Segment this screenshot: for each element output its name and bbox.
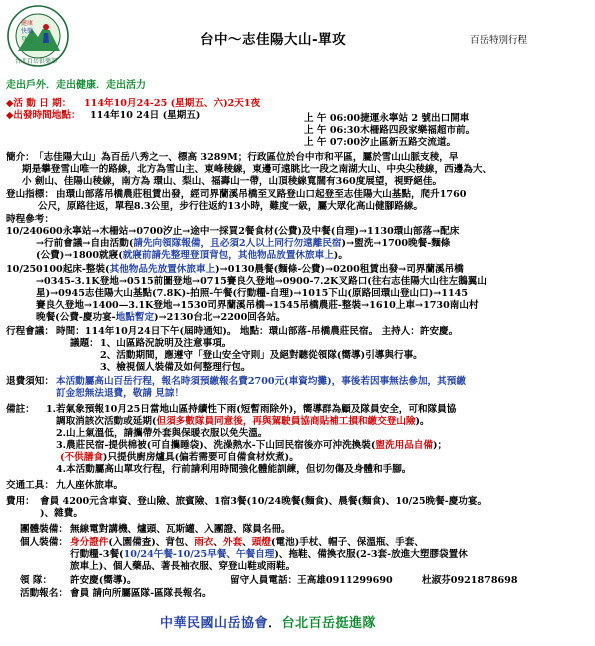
leader-value: 許安慶(嚮導)。 [70, 575, 137, 586]
leader-label: 領 隊： [20, 575, 53, 586]
day2-text-5b: 地點暫定 [115, 312, 155, 323]
footer-sep: ． [268, 616, 282, 631]
group-gear-value: 無線電對講機、爐頭、瓦斯罐、入團證、隊員名冊。 [70, 524, 291, 535]
slogan: 走出戶外．走出健康．走出活力 [6, 80, 146, 91]
note-3-text-b: 盥洗用品自備 [375, 440, 433, 451]
guide-text-1: 由環山部落吊橋農莊租賃出發，經司界蘭溪吊橋至叉路登山口起登至志佳陽大山基點，爬升1760 [56, 189, 467, 200]
meeting-topic-3-text: 3、檢視個人裝備及如何整理行包。 [100, 362, 251, 373]
gear-text-3: 旅車上)、個人藥品、著長袖衣服、穿登山鞋或雨鞋。 [70, 561, 296, 572]
refund-text-2: 訂金恕無法退費，敬請 見諒！ [56, 388, 185, 399]
transport-label: 交通工具： [6, 480, 54, 491]
day1-text-2c: )→盥洗→1700晚餐-麵條 [341, 238, 451, 249]
gear-text-h: (電池)手杖、帽子、保溫瓶、手套、 [270, 537, 424, 548]
intro-text-3: 小 劍山、佳陽山稜線，南方為 環山、梨山、福壽山一帶，山頂稜線寬闊有360度展望，視野絕佳。 [22, 176, 443, 187]
footer-org-2: 台北百岳挺進隊 [281, 616, 377, 631]
note-1-text-d: )。 [415, 416, 430, 427]
note-1-text-c: 但須多數隊員同意後，再與駕駛員協商貼補工損和繳交登山險 [156, 416, 416, 427]
group-gear-label: 團體裝備： [20, 524, 68, 535]
day2-text-1b: 其他物品先放置休旅車上 [109, 264, 216, 275]
schedule-label: 時程參考： [6, 214, 54, 225]
day2-text-1a: 0100起床-整裝( [36, 264, 110, 275]
gear-text-2c: )、拖鞋、備換衣服(2-3套-放進大塑膠袋置休 [274, 549, 468, 560]
gear-sep-2: 、 [242, 537, 252, 548]
gear-text-2a: 行動糧-3餐( [70, 549, 124, 560]
logo-word-3: 登山 [21, 36, 34, 43]
day1-text-2b: 請先向領隊報備，且必須2人以上同行勿遠離民宿 [133, 238, 342, 249]
day1-date: 10/24 [6, 226, 37, 237]
personal-gear-label: 個人裝備： [20, 537, 68, 548]
meeting-topics-label: 議題： [70, 338, 99, 349]
day1-text-3c: )。 [333, 250, 348, 261]
note-3-text-c: )； [432, 440, 448, 451]
gear-text-2b: 10/24午餐-10/25早餐、午餐自理 [123, 549, 275, 560]
club-logo [6, 3, 70, 69]
footer-org-1: 中華民國山岳協會 [160, 616, 269, 631]
intro-text-2: 期是攀登雪山唯一的路線，北方為雪山主、東峰稜線，東邊可遠眺比一段之南湖大山、中央尖稜線，西邊為大、 [22, 164, 493, 175]
time-2-text: 上 午 06:30木柵路四段家樂福超市前。 [304, 125, 476, 136]
logo-club-name: 台北百岳俱樂部 [15, 58, 58, 65]
day1-text-2a: →行前會議→自由活動( [36, 238, 134, 249]
target-label: 活動報名： [20, 588, 68, 599]
leader-contact-2: 杜淑芬0921878698 [422, 575, 518, 586]
intro-label: 簡介： [6, 152, 35, 163]
note-3-text-a: 3.農莊民宿-提供棉被(可自攜睡袋)、洗澡熱水-下山回民宿後亦可沖洗換裝( [56, 440, 376, 451]
day1-text-3b: 就寢前請先整理登頂背包，其他物品放置休旅車上 [122, 250, 334, 261]
refund-label: 退費須知： [6, 376, 54, 387]
notes-label: 備註： [6, 404, 35, 415]
time-1-text: 上 午 06:00捷運永寧站 2 號出口開車 [304, 113, 470, 124]
date-label: ◆活 動 日 期： [6, 98, 72, 109]
meeting-topic-1-text: 1、山區路況說明及注意事項。 [100, 338, 232, 349]
depart-value: 114年10 24日 (星期五) [90, 110, 201, 121]
gear-sep-1: 、 [213, 537, 223, 548]
page-title: 台中～志佳陽大山-單攻 [200, 32, 347, 48]
intro-text-1: 「志佳陽大山」為百岳八秀之一、標高 3289M；行政區位於台中市和平區，屬於雪山山脈支稜，早 [34, 152, 459, 163]
footer-orgs [160, 612, 376, 631]
trip-tag: 百岳特別行程 [470, 35, 528, 46]
day1-text-1: 0600永寧站→木柵站→0700汐止→途中一採買2餐食材(公費)及中餐(自理)→1130環山部落→配床 [36, 226, 460, 237]
day1-text-3a: (公費)→1800就寢( [36, 250, 123, 261]
gear-headlamp: 頭燈 [251, 537, 271, 548]
meeting-text: 時間：114年10月24日下午(屆時通知)。 地點：環山部落-吊橋農莊民宿。 主持人：許安慶。 [56, 326, 459, 337]
day2-text-5a: 晚餐(公費-慶功宴- [36, 312, 116, 323]
refund-text-1: 本活動屬高山百岳行程，報名時須預繳報名費2700元(車資均攤)，事後若因事無法參加，其預繳 [56, 376, 466, 387]
transport-value: 九人座休旅車。 [56, 480, 124, 491]
note-1-text-b: 調取消該次活動或延期( [56, 416, 157, 427]
note-2-text: 2.山上氣溫低，請攜帶外套與保暖衣服以免失溫。 [56, 428, 268, 439]
gear-text-b: (入園備查)、背包、 [108, 537, 195, 548]
depart-label: ◆出發時間地點： [6, 110, 81, 121]
logo-word-1: 健康 [21, 20, 34, 27]
day2-text-2: →0345-3.1K登地→0515前圖登地→0715賽良久登地→0900-7.2K叉路口(往右志佳陽大山往左鵝翼山 [36, 276, 487, 287]
gear-id: 身分證件 [70, 537, 109, 548]
fee-label: 費用： [6, 496, 35, 507]
day2-text-3: 星)→0945志佳陽大山基點(7.8K)-拍照-午餐(行動糧-自理)→1015下山(原路回環山登山口)→1145 [36, 288, 468, 299]
gear-raincoat: 雨衣 [194, 537, 214, 548]
leader-contact: 留守人員電話：王高雄0911299690 [230, 575, 393, 586]
logo-word-2: 快樂 [21, 28, 34, 35]
day2-text-1c: )→0130晨餐(麵條-公費)→0200租賃出發→司界蘭溪吊橋 [215, 264, 464, 275]
target-value: 會員 請向所屬區隊-區隊長報名。 [70, 588, 212, 599]
note-1-text-a: 1.若氣象預報10月25日當地山區持續性下雨(短暫雨除外)，嚮導群為顧及隊員安全，可和隊員協 [46, 404, 457, 415]
note-3-text-e: )只提供廚房爐具(偏若需要可自備食材炊煮)。 [102, 452, 299, 463]
meeting-label: 行程會議： [6, 326, 54, 337]
gear-jacket: 外套 [223, 537, 243, 548]
day2-date: 10/25 [6, 264, 37, 275]
time-3-text: 上 午 07:00汐止區新五路交流道。 [304, 137, 457, 148]
guide-text-2: 公尺，原路往返，單程8.3公里，步行往返約13小時，難度一級，屬大眾化高山健腳路線。 [38, 201, 424, 212]
fee-text-1: 會員 4200元含車資、登山險、旅賓險、1宿3餐(10/24晚餐(麵食)、晨餐(麵食)、10/25晚餐-慶功宴。 [40, 496, 488, 507]
guide-label: 登山指標： [6, 189, 54, 200]
meeting-topic-2-text: 2、活動期間，應遵守「登山安全守則」及絕對聽從領隊(嚮導)引導與行事。 [100, 350, 423, 361]
day2-text-4: 賽良久登地→1400—3.1K登地→1530司界蘭溪吊橋→1545吊橋農莊-整裝→1610上車→1730南山村 [36, 300, 479, 311]
day2-text-5c: )→2130台北→2200回各站。 [154, 312, 286, 323]
note-3-text-d: (不供膳食 [60, 452, 103, 463]
fee-text-2: )、雜費。 [40, 508, 83, 519]
date-value: 114年10月24-25 (星期五、六)2天1夜 [84, 98, 261, 109]
note-4-text: 4.本活動屬高山單攻行程，行前請利用時間強化體能訓練，但切勿傷及身體和手腳。 [56, 464, 412, 475]
